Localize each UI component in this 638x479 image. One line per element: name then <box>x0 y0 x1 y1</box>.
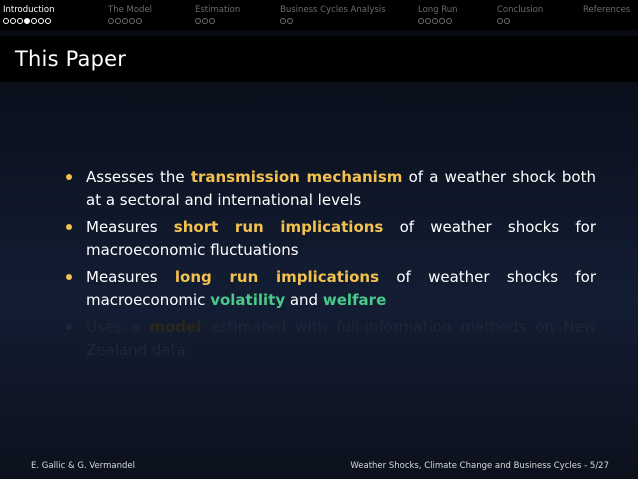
text-run: Assesses the <box>86 168 191 186</box>
frame-dot[interactable] <box>504 18 510 24</box>
slide-title: This Paper <box>15 47 127 71</box>
frame-dots <box>108 18 152 26</box>
bullet-text <box>86 266 596 312</box>
nav-section-label[interactable]: Estimation <box>195 5 241 15</box>
bullet-item <box>66 166 596 212</box>
frame-dot[interactable] <box>439 18 445 24</box>
nav-section-conclusion[interactable] <box>497 5 543 26</box>
nav-section-long-run[interactable] <box>418 5 458 26</box>
bullet-text <box>86 216 596 262</box>
bullet-text <box>86 316 596 362</box>
section-navigation-bar <box>0 0 638 30</box>
highlighted-term: short run implications <box>173 218 384 236</box>
frame-dot[interactable] <box>108 18 114 24</box>
nav-section-references[interactable] <box>583 5 630 26</box>
frame-dot[interactable] <box>446 18 452 24</box>
frame-dots <box>195 18 240 26</box>
frame-dot[interactable] <box>38 18 44 24</box>
nav-section-label[interactable]: Business Cycles Analysis <box>280 5 386 15</box>
frame-dot[interactable] <box>24 18 30 24</box>
frame-dot[interactable] <box>31 18 37 24</box>
highlighted-term: welfare <box>322 291 387 309</box>
highlighted-term: model <box>149 318 202 336</box>
text-run: of a weather shock both at a sectoral and international levels <box>86 168 597 209</box>
frame-dots <box>497 18 543 26</box>
nav-section-business-cycles-analysis[interactable] <box>280 5 386 26</box>
frame-dot[interactable] <box>115 18 121 24</box>
bullet-item <box>66 316 596 362</box>
text-run: estimated with full-information methods on New Zealand data <box>86 318 596 359</box>
highlighted-term: transmission mechanism <box>190 168 403 186</box>
bullet-dot-icon <box>66 174 72 180</box>
bullet-dot-icon <box>66 324 72 330</box>
text-run: Uses a <box>86 318 150 336</box>
frame-dots <box>3 18 54 26</box>
bullet-dot-icon <box>66 274 72 280</box>
frame-dot[interactable] <box>425 18 431 24</box>
frame-dot[interactable] <box>136 18 142 24</box>
frame-dot[interactable] <box>287 18 293 24</box>
highlighted-term: long run implications <box>174 268 380 286</box>
frame-dot[interactable] <box>17 18 23 24</box>
bullet-item <box>66 266 596 312</box>
frame-dot[interactable] <box>280 18 286 24</box>
frame-dot[interactable] <box>209 18 215 24</box>
frame-dots <box>418 18 458 26</box>
frame-dots <box>280 18 386 26</box>
frame-dot[interactable] <box>195 18 201 24</box>
frame-dot[interactable] <box>10 18 16 24</box>
nav-section-introduction[interactable] <box>3 5 54 26</box>
nav-section-label[interactable]: Introduction <box>3 5 55 15</box>
bullet-text <box>86 166 596 212</box>
text-run: Measures <box>86 268 175 286</box>
nav-section-label[interactable]: References <box>583 5 631 15</box>
bullet-dot-icon <box>66 224 72 230</box>
nav-section-label[interactable]: Conclusion <box>497 5 544 15</box>
text-run: and <box>285 291 323 309</box>
frame-title-bar <box>0 36 638 82</box>
frame-dots <box>583 18 630 26</box>
frame-dot[interactable] <box>202 18 208 24</box>
frame-dot[interactable] <box>432 18 438 24</box>
frame-dot[interactable] <box>418 18 424 24</box>
frame-dot[interactable] <box>45 18 51 24</box>
bullet-item <box>66 216 596 262</box>
nav-section-the-model[interactable] <box>108 5 152 26</box>
nav-section-label[interactable]: Long Run <box>418 5 458 15</box>
highlighted-term: volatility <box>210 291 286 309</box>
frame-dot[interactable] <box>129 18 135 24</box>
slide-footer <box>0 458 638 474</box>
footer-authors: E. Gallic & G. Vermandel <box>31 461 135 471</box>
nav-section-label[interactable]: The Model <box>108 5 153 15</box>
frame-dot[interactable] <box>3 18 9 24</box>
nav-section-estimation[interactable] <box>195 5 240 26</box>
text-run: of weather shocks for macroeconomic <box>86 268 597 309</box>
frame-dot[interactable] <box>122 18 128 24</box>
footer-title-page: Weather Shocks, Climate Change and Business Cycles - 5/27 <box>350 461 609 471</box>
text-run: of weather shocks for macroeconomic fluctuations <box>86 218 596 259</box>
frame-dot[interactable] <box>497 18 503 24</box>
text-run: Measures <box>86 218 174 236</box>
bullet-list <box>66 166 596 366</box>
